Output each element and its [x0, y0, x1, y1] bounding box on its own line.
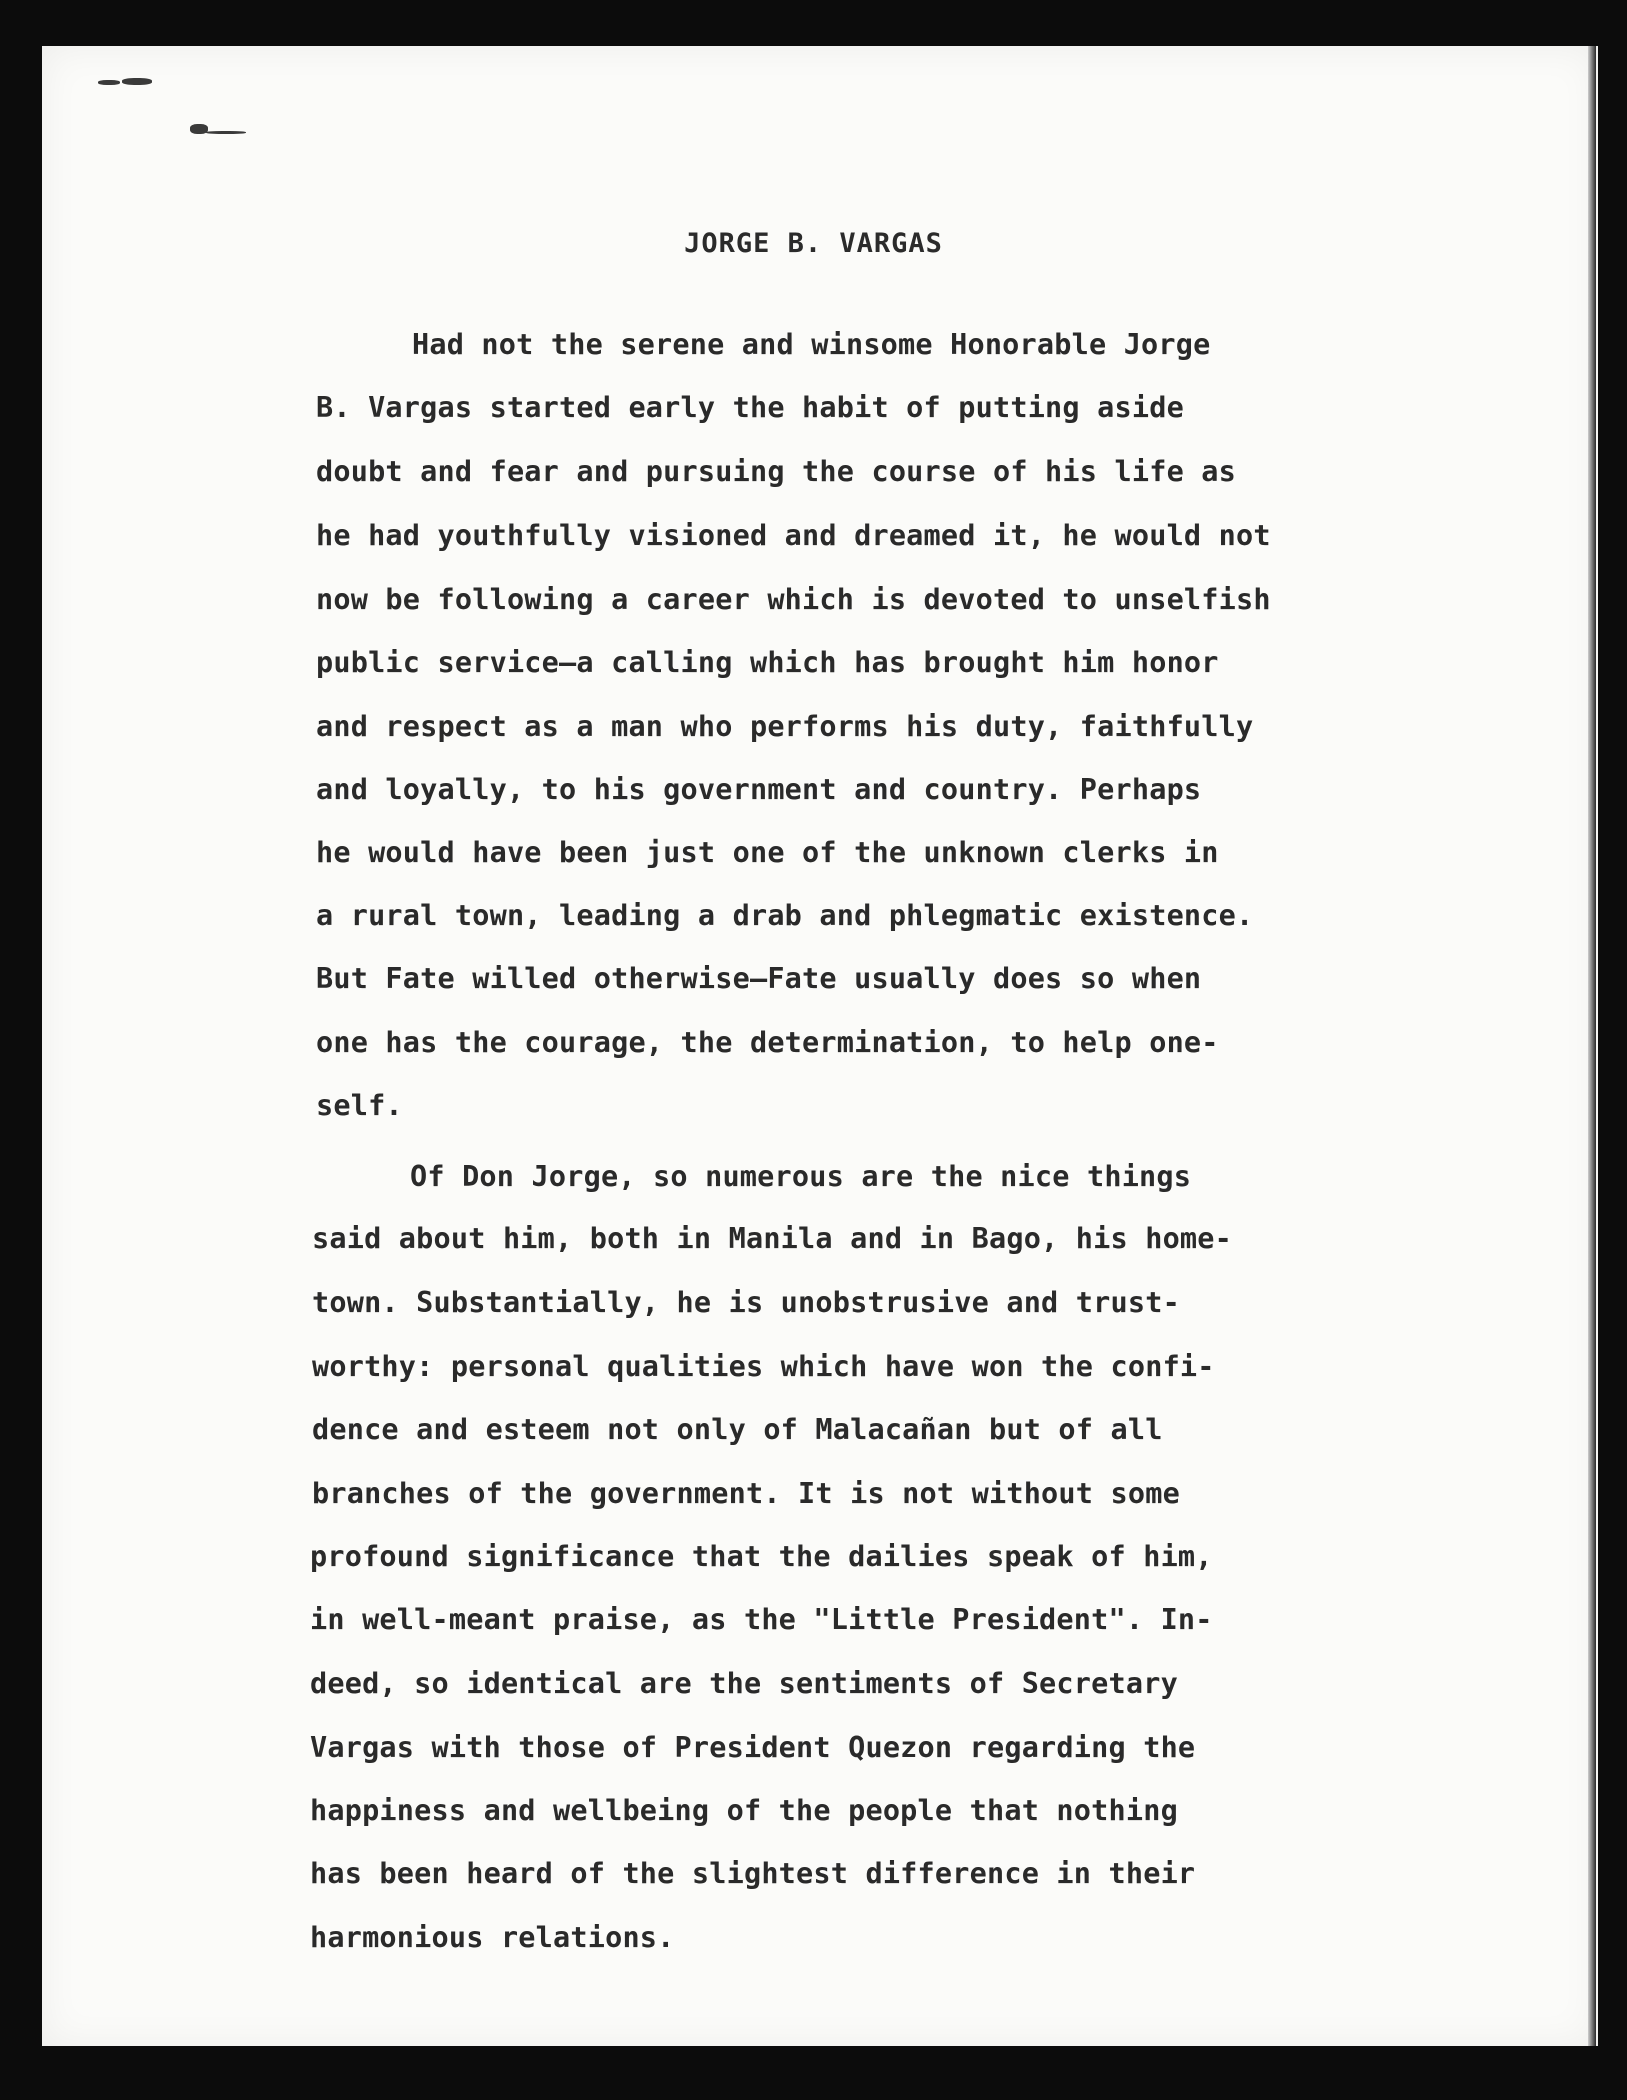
- text-line: now be following a career which is devoted to unselfish: [316, 583, 1271, 616]
- text-line: Of Don Jorge, so numerous are the nice things: [410, 1160, 1192, 1193]
- text-line: happiness and wellbeing of the people that nothing: [310, 1794, 1178, 1827]
- text-line: in well-meant praise, as the "Little President". In-: [310, 1603, 1213, 1636]
- text-line: profound significance that the dailies speak of him,: [310, 1540, 1213, 1573]
- text-line: deed, so identical are the sentiments of Secretary: [310, 1667, 1178, 1700]
- text-line: town. Substantially, he is unobstrusive and trust-: [312, 1286, 1180, 1319]
- text-line: and loyally, to his government and country. Perhaps: [316, 773, 1202, 806]
- text-line: Vargas with those of President Quezon regarding the: [310, 1731, 1196, 1764]
- text-line: a rural town, leading a drab and phlegmatic existence.: [316, 899, 1254, 932]
- text-line: B. Vargas started early the habit of putting aside: [316, 391, 1184, 424]
- text-line: has been heard of the slightest difference in their: [310, 1857, 1196, 1890]
- document-title: JORGE B. VARGAS: [684, 228, 943, 259]
- text-line: dence and esteem not only of Malacañan but of all: [312, 1413, 1163, 1446]
- text-line: he would have been just one of the unknown clerks in: [316, 836, 1219, 869]
- text-line: doubt and fear and pursuing the course of his life as: [316, 455, 1236, 488]
- text-line: harmonious relations.: [310, 1921, 675, 1954]
- text-line: But Fate willed otherwise—Fate usually does so when: [316, 962, 1202, 995]
- ink-mark: [98, 80, 120, 85]
- text-line: branches of the government. It is not without some: [312, 1477, 1180, 1510]
- text-line: Had not the serene and winsome Honorable Jorge: [412, 328, 1211, 361]
- text-line: said about him, both in Manila and in Bago, his home-: [312, 1222, 1232, 1255]
- text-line: and respect as a man who performs his duty, faithfully: [316, 710, 1254, 743]
- page-edge-shadow: [1588, 46, 1596, 2046]
- ink-mark: [206, 131, 246, 134]
- text-line: self.: [316, 1089, 403, 1122]
- text-line: he had youthfully visioned and dreamed it, he would not: [316, 519, 1271, 552]
- text-line: one has the courage, the determination, to help one-: [316, 1026, 1219, 1059]
- text-line: worthy: personal qualities which have won the confi-: [312, 1350, 1215, 1383]
- text-line: public service—a calling which has brought him honor: [316, 646, 1219, 679]
- ink-mark: [122, 78, 152, 85]
